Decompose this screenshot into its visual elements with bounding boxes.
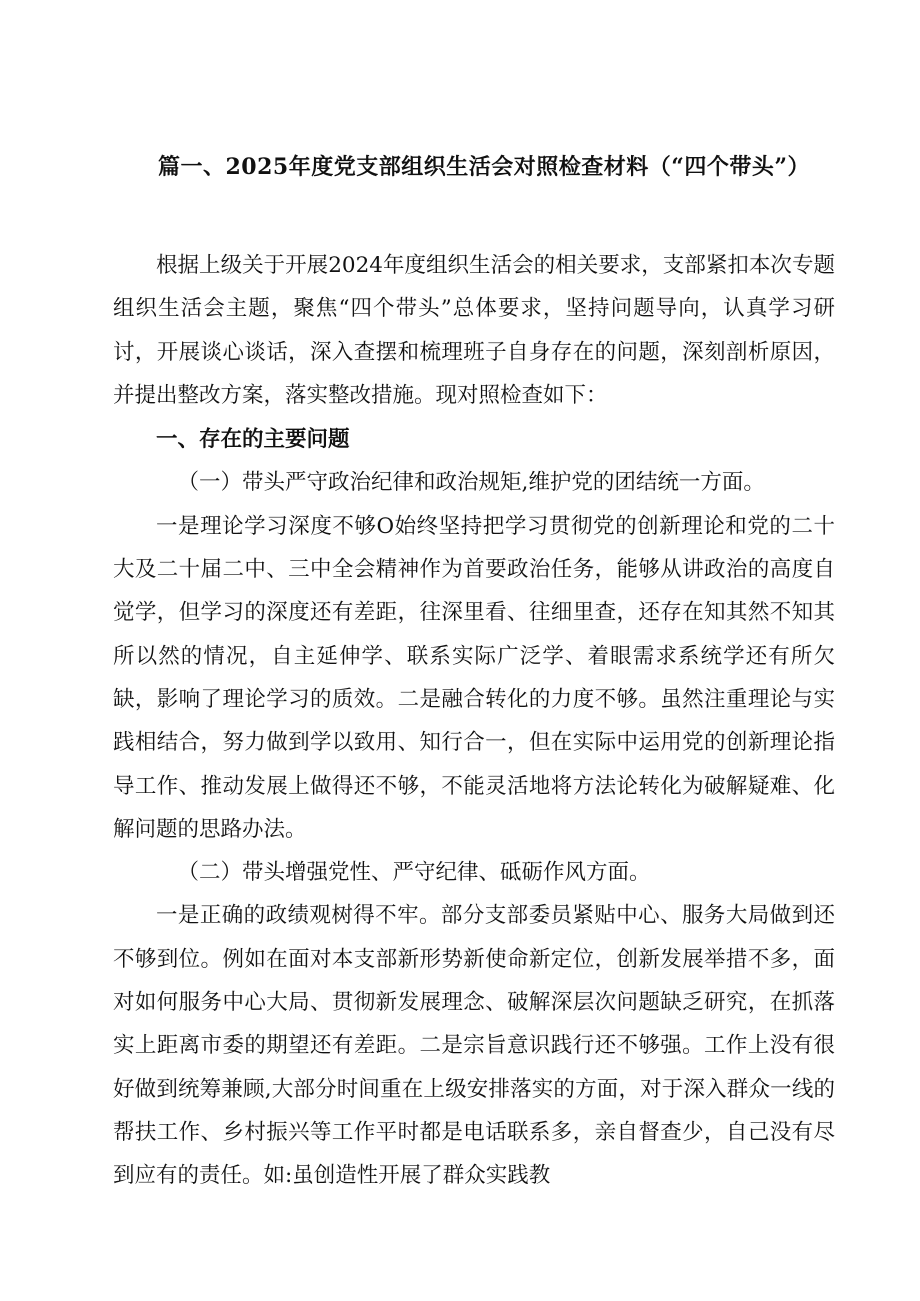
subsection-paragraph-2: 一是正确的政绩观树得不牢。部分支部委员紧贴中心、服务大局做到还不够到位。例如在面对本支部新形势新使命新定位，创新发展举措不多，面对如何服务中心大局、贯彻新发展理念、破解深层次问题缺乏研究，在抓落实上距离市委的期望还有差距。二是宗旨意识践行还不够强。工作上没有很好做到统筹兼顾,大部分时间重在上级安排落实的方面，对于深入群众一线的帮扶工作、乡村振兴等工作平时都是电话联系多，亲自督查少，自己没有尽到应有的责任。如:虽创造性开展了群众实践教 bbox=[113, 903, 835, 1189]
subsection-heading-1: （一）带头严守政治纪律和政治规矩,维护党的团结统一方面。 bbox=[177, 470, 765, 496]
document-body bbox=[113, 244, 835, 1198]
intro-paragraph: 根据上级关于开展2024年度组织生活会的相关要求，支部紧扣本次专题组织生活会主题，聚焦“四个带头”总体要求，坚持问题导向，认真学习研讨，开展谈心谈话，深入查摆和梳理班子自身存在的问题，深刻剖析原因，并提出整改方案，落实整改措施。现对照检查如下： bbox=[113, 253, 835, 408]
subsection-heading-2: （二）带头增强党性、严守纪律、砥砺作风方面。 bbox=[177, 860, 651, 886]
subsection-paragraph-1: 一是理论学习深度不够O始终坚持把学习贯彻党的创新理论和党的二十大及二十届二中、三中全会精神作为首要政治任务，能够从讲政治的高度自觉学，但学习的深度还有差距，往深里看、往细里查，还存在知其然不知其所以然的情况，自主延伸学、联系实际广泛学、着眼需求系统学还有所欠缺，影响了理论学习的质效。二是融合转化的力度不够。虽然注重理论与实践相结合，努力做到学以致用、知行合一，但在实际中运用党的创新理论指导工作、推动发展上做得还不够，不能灵活地将方法论转化为破解疑难、化解问题的思路办法。 bbox=[113, 513, 835, 842]
document-title: 篇一、2025年度党支部组织生活会对照检查材料（“四个带头”） bbox=[157, 154, 811, 180]
section-heading-problems: 一、存在的主要问题 bbox=[156, 427, 350, 453]
